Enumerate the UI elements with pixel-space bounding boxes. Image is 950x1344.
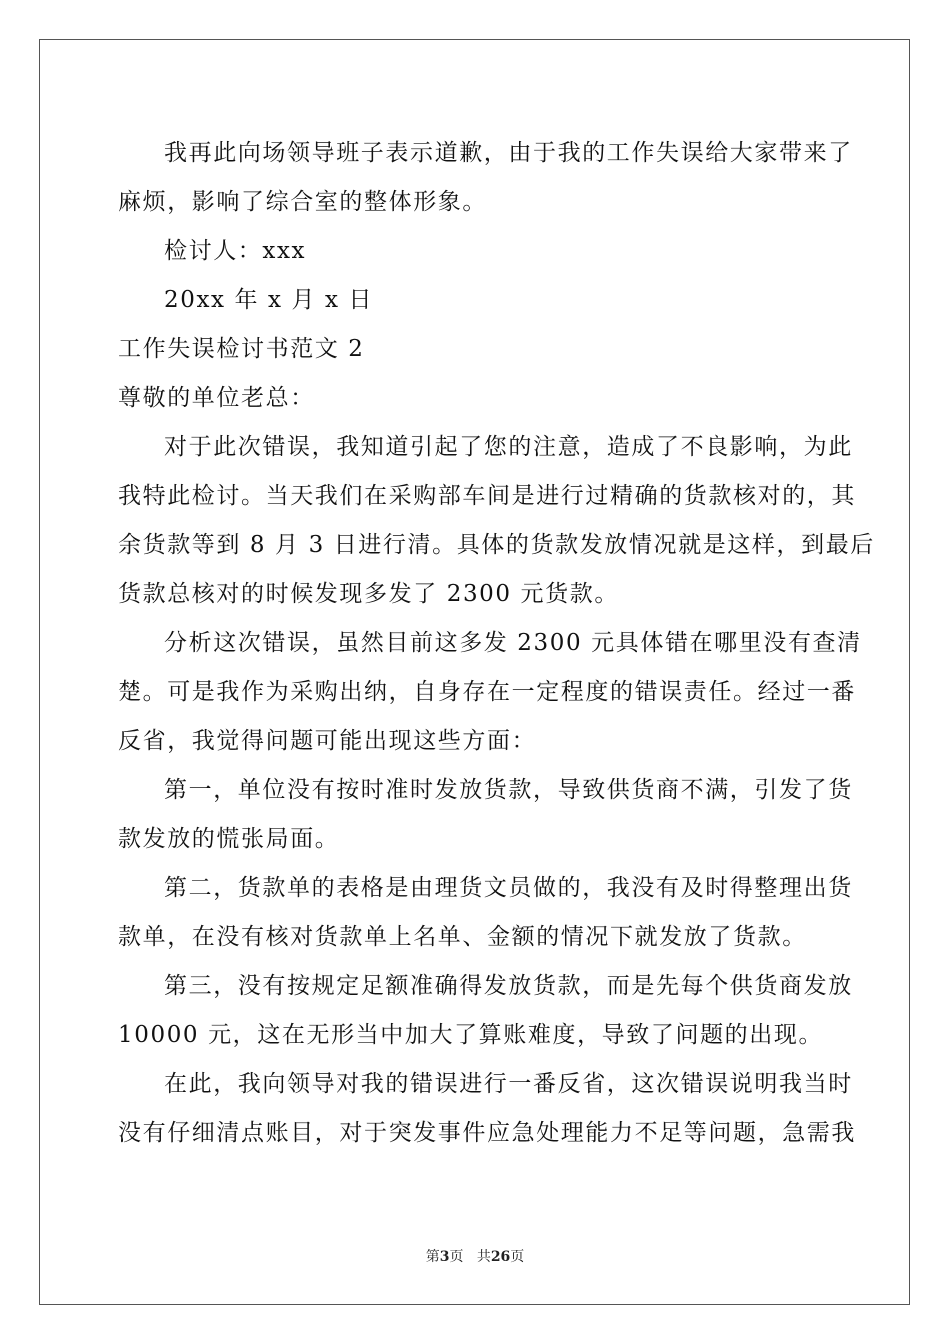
text-line: 款单，在没有核对货款单上名单、金额的情况下就发放了货款。 (118, 924, 807, 950)
text-line: 我再此向场领导班子表示道歉，由于我的工作失误给大家带来了 (164, 140, 853, 166)
text-line: 余货款等到 8 月 3 日进行清。具体的货款发放情况就是这样，到最后 (118, 532, 875, 558)
text-line: 反省，我觉得问题可能出现这些方面： (118, 728, 537, 754)
text-line: 第二，货款单的表格是由理货文员做的，我没有及时得整理出货 (164, 875, 853, 901)
footer-page-total: 26 (490, 1249, 511, 1265)
document-body (118, 129, 875, 1158)
text-line: 检讨人：xxx (164, 238, 307, 264)
text-line: 货款总核对的时候发现多发了 2300 元货款。 (118, 581, 619, 607)
text-line: 对于此次错误，我知道引起了您的注意，造成了不良影响，为此 (164, 434, 853, 460)
text-line: 麻烦，影响了综合室的整体形象。 (118, 189, 487, 215)
text-line: 没有仔细清点账目，对于突发事件应急处理能力不足等问题，急需我 (118, 1120, 856, 1146)
text-line: 分析这次错误，虽然目前这多发 2300 元具体错在哪里没有查清 (164, 630, 862, 656)
text-line: 在此，我向领导对我的错误进行一番反省，这次错误说明我当时 (164, 1071, 853, 1097)
footer-total-prefix: 共 (476, 1249, 491, 1265)
text-line: 楚。可是我作为采购出纳，自身存在一定程度的错误责任。经过一番 (118, 679, 856, 705)
text-line: 第一，单位没有按时准时发放货款，导致供货商不满，引发了货 (164, 777, 853, 803)
text-line: 20xx 年 x 月 x 日 (164, 287, 374, 313)
footer-total-suffix: 页 (510, 1249, 525, 1265)
page-footer (0, 1246, 950, 1266)
text-line: 尊敬的单位老总： (118, 385, 315, 411)
footer-page-prefix: 第 (425, 1249, 440, 1265)
text-line: 10000 元，这在无形当中加大了算账难度，导致了问题的出现。 (118, 1022, 824, 1048)
text-line: 工作失误检讨书范文 2 (118, 336, 365, 362)
footer-page-suffix: 页 (449, 1249, 464, 1265)
text-line: 款发放的慌张局面。 (118, 826, 340, 852)
text-line: 第三，没有按规定足额准确得发放货款，而是先每个供货商发放 (164, 973, 853, 999)
text-line: 我特此检讨。当天我们在采购部车间是进行过精确的货款核对的，其 (118, 483, 856, 509)
footer-page-current: 3 (439, 1249, 450, 1265)
